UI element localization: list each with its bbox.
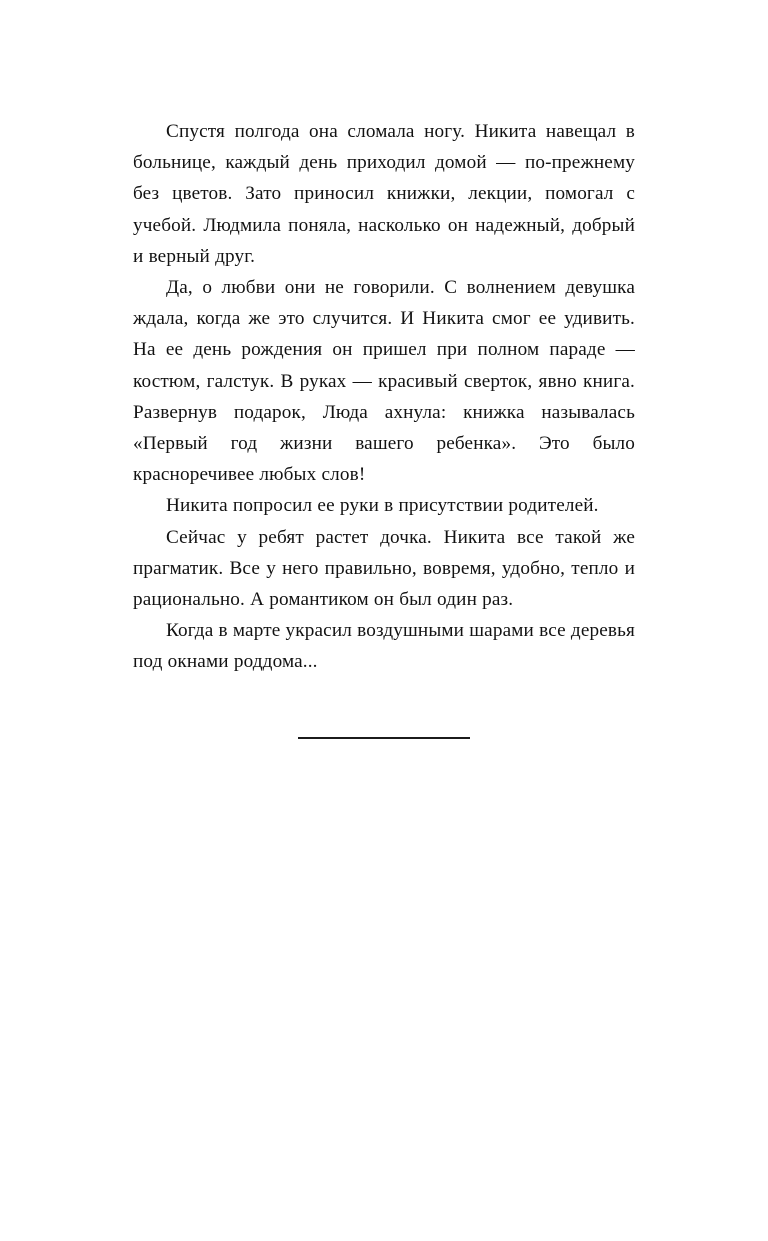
paragraph: Никита попросил ее руки в присутствии родителей. xyxy=(166,495,599,517)
paragraph: Когда в марте украсил воздушными шарами все деревья под окнами роддома... xyxy=(133,620,635,673)
paragraph: Да, о любви они не говорили. С волнением девушка ждала, когда же это случится. И Никита смог ее удивить. На ее день рождения он пришел при полном параде — костюм, галстук. В руках — красивый сверток, явно книга. Развернув подарок, Люда ахнула: книжка называлась «Первый год жизни вашего ребенка». Это было красноречивее любых слов! xyxy=(133,277,635,486)
paragraph: Сейчас у ребят растет дочка. Никита все такой же прагматик. Все у него правильно, вовремя, удобно, тепло и рационально. А романтиком он был один раз. xyxy=(133,526,635,611)
paragraph: Спустя полгода она сломала ногу. Никита навещал в больнице, каждый день приходил домой — по-прежнему без цветов. Зато приносил книжки, лекции, помогал с учебой. Людмила поняла, насколько он надежный, добрый и верный друг. xyxy=(133,121,635,267)
divider-rule xyxy=(298,737,470,739)
body-text xyxy=(133,116,635,678)
section-divider xyxy=(0,726,768,744)
